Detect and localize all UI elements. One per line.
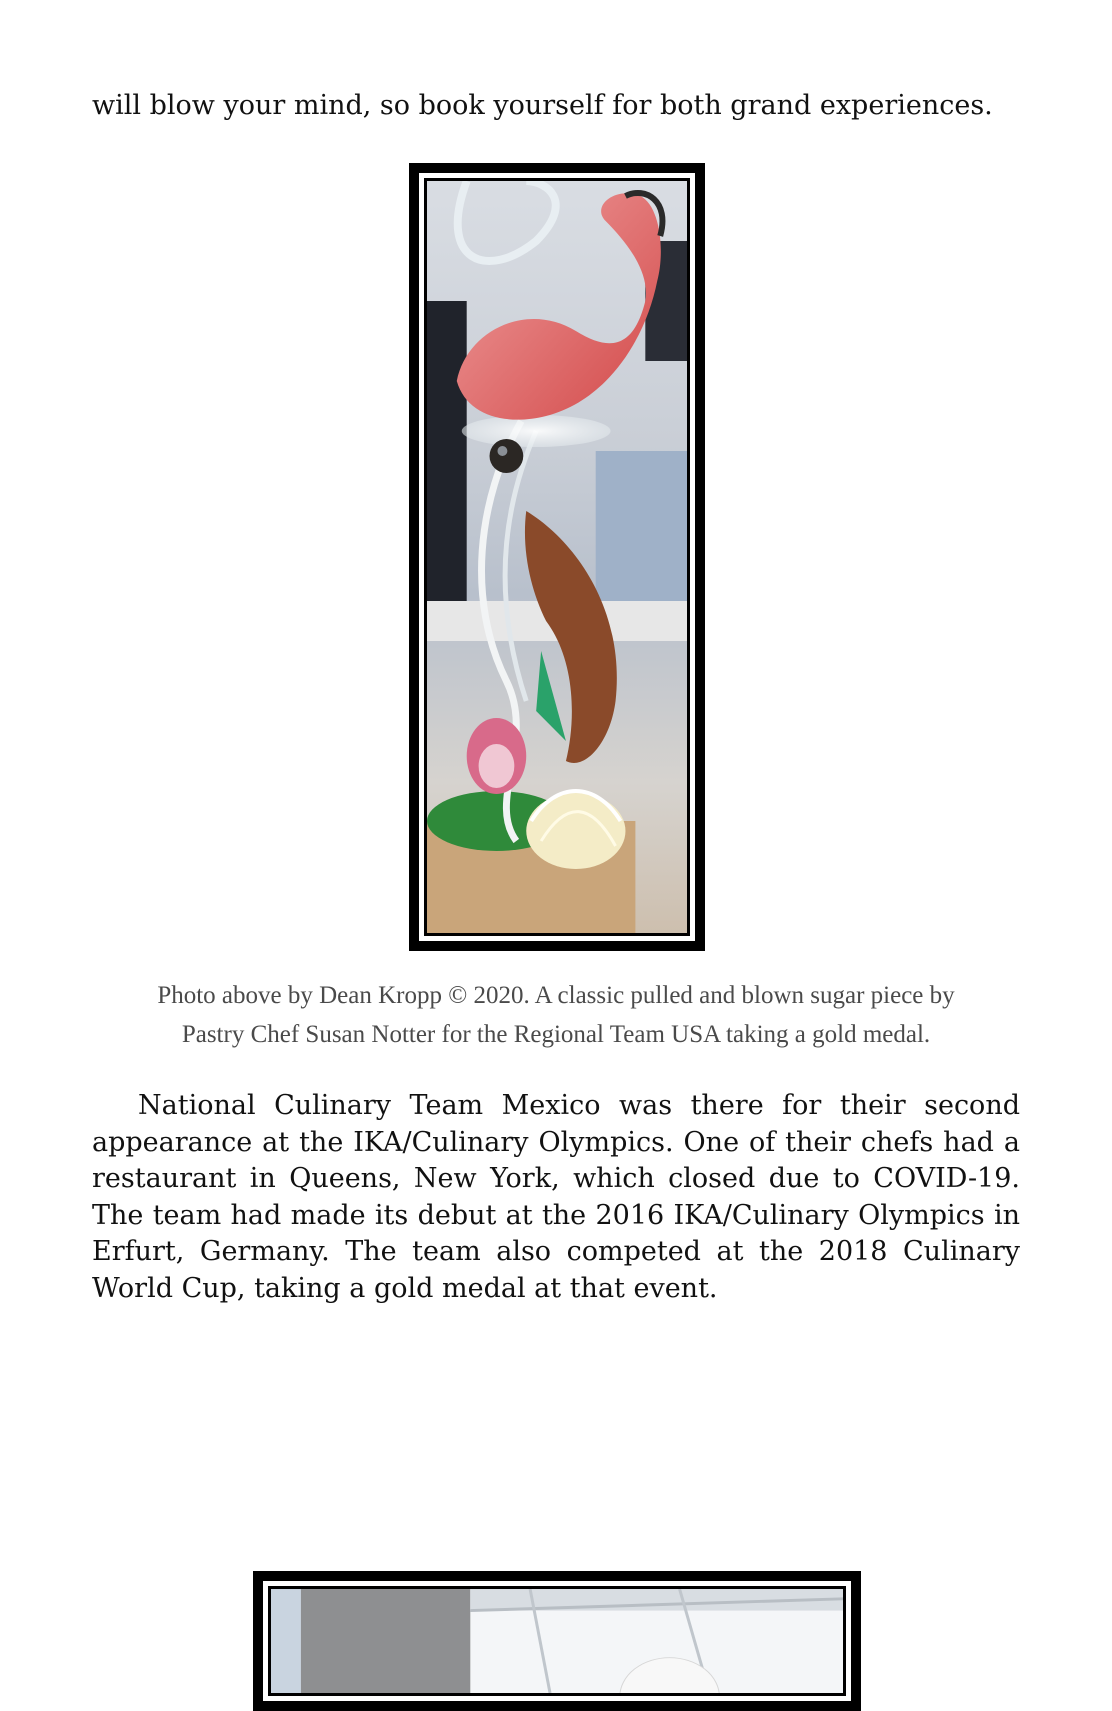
figure-kitchen-partial (253, 1571, 861, 1711)
caption-line-2: Pastry Chef Susan Notter for the Regional Team USA taking a gold medal. (181, 1021, 931, 1048)
body-paragraph: National Culinary Team Mexico was there for their second appearance at the IKA/Culinary Olympics. One of their chefs had a restaurant in Queens, New York, which closed due to COVID-19. The team had made its debut at the 2016 IKA/Culinary Olympics in Erfurt, Germany. The team also competed at the 2018 Culinary World Cup, taking a gold medal at that event. (92, 1090, 1020, 1304)
paragraph-fragment: will blow your mind, so book yourself for both grand experiences. (92, 90, 993, 121)
kitchen-photo-partial (271, 1589, 843, 1693)
figure-caption (92, 976, 1020, 1054)
caption-line-1: Photo above by Dean Kropp © 2020. A classic pulled and blown sugar piece by (157, 982, 955, 1009)
figure-sugar-sculpture (409, 163, 705, 951)
sugar-sculpture-photo (427, 181, 687, 933)
